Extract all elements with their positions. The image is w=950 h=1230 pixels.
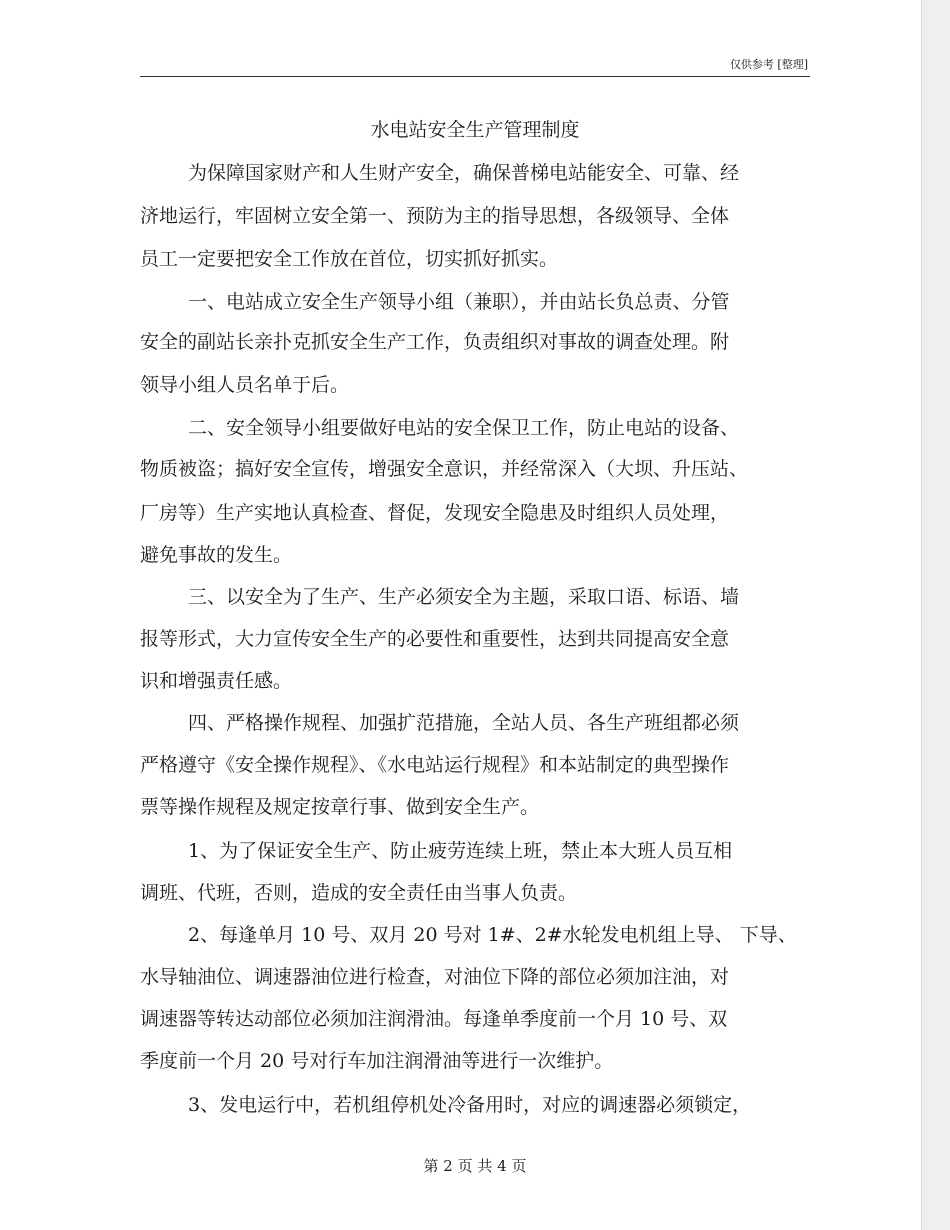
body-line: 安全的副站长亲扑克抓安全生产工作，负责组织对事故的调查处理。附 [140, 331, 730, 353]
body-line: 四、严格操作规程、加强扩范措施，全站人员、各生产班组都必须 [188, 712, 740, 734]
body-line: 水导轴油位、调速器油位进行检查，对油位下降的部位必须加注油，对 [140, 966, 730, 988]
body-line: 报等形式，大力宣传安全生产的必要性和重要性，达到共同提高安全意 [140, 628, 730, 650]
body-line: 物质被盗；搞好安全宣传，增强安全意识，并经常深入（大坝、升压站、 [140, 458, 749, 480]
body-line: 员工一定要把安全工作放在首位，切实抓好抓实。 [140, 248, 559, 270]
body-line: 济地运行，牢固树立安全第一、预防为主的指导思想，各级领导、全体 [140, 205, 730, 227]
body-line: 调速器等转达动部位必须加注润滑油。每逢单季度前一个月 10 号、双 [140, 1008, 728, 1030]
body-line: 二、安全领导小组要做好电站的安全保卫工作，防止电站的设备、 [188, 417, 740, 439]
page-header [140, 56, 810, 77]
body-line: 厂房等）生产实地认真检查、督促，发现安全隐患及时组织人员处理， [140, 502, 730, 524]
body-line: 识和增强责任感。 [140, 670, 293, 692]
body-line: 3、发电运行中，若机组停机处冷备用时，对应的调速器必须锁定， [188, 1094, 752, 1116]
body-line: 季度前一个月 20 号对行车加注润滑油等进行一次维护。 [140, 1050, 614, 1072]
document-title: 水电站安全生产管理制度 [370, 119, 580, 141]
body-line: 票等操作规程及规定按章行事、做到安全生产。 [140, 796, 540, 818]
body-line: 1、为了保证安全生产、防止疲劳连续上班，禁止本大班人员互相 [188, 840, 733, 862]
body-line: 为保障国家财产和人生财产安全，确保普梯电站能安全、可靠、经 [188, 162, 740, 184]
page-footer: 第 2 页 共 4 页 [423, 1157, 527, 1175]
body-line: 调班、代班，否则，造成的安全责任由当事人负责。 [140, 882, 578, 904]
body-line: 2、每逢单月 10 号、双月 20 号对 1#、2#水轮发电机组上导、 下导、 [188, 924, 797, 946]
body-line: 一、电站成立安全生产领导小组（兼职），并由站长负总责、分管 [188, 291, 730, 313]
header-text: 仅供参考 [整理] [729, 58, 808, 71]
body-line: 三、以安全为了生产、生产必须安全为主题，采取口语、标语、墙 [188, 586, 740, 608]
body-line: 领导小组人员名单于后。 [140, 374, 350, 396]
body-line: 严格遵守《安全操作规程》、《水电站运行规程》和本站制定的典型操作 [140, 754, 730, 776]
body-line: 避免事故的发生。 [140, 544, 293, 566]
